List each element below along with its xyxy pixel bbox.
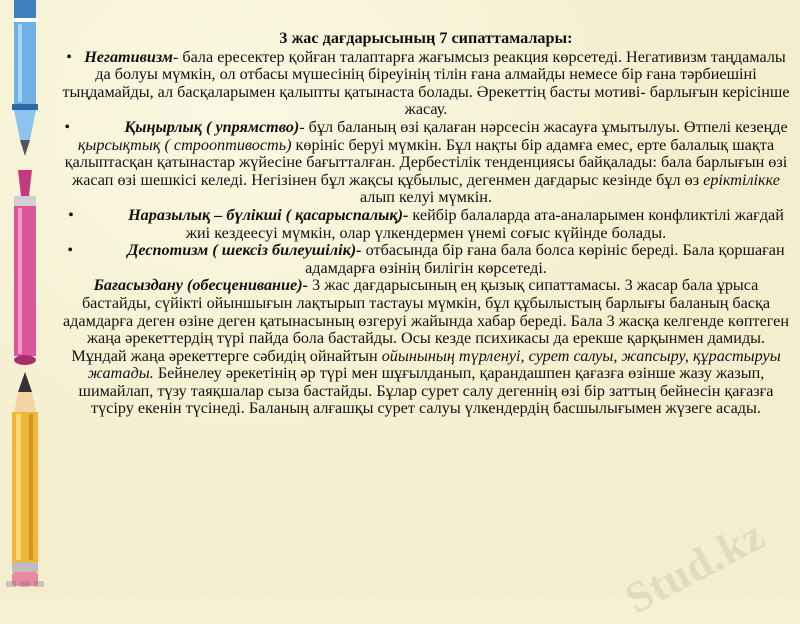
italic-willfulness: еріктілікке bbox=[703, 170, 780, 189]
italic-obstinacy: қырсықтық ( строоптивость) bbox=[77, 135, 292, 154]
text-negativism: - бала ересектер қойған талаптарға жағымсыз реакция көрсетеді. Негативизм таңдамалы да болуы мүмкін, ол отбасы мүшесінің біреуінің тілін ғана алмайды немесе бір ғана тәрбиешіні тыңдамайды, ал басқаларымен қалыпты қатынаста болады. Әрекеттің басты мотиві- барлығын керісінше жасау. bbox=[62, 47, 790, 119]
text-stubbornness-b: көрініс беруі мүмкін. Бұл нақты бір адамға емес, ерте балалық шақта қалыптасқан қатынастар жүйесіне бағытталған. Дербестілік тенденциясы байқалады: бала барлығын өзі жасап өзі шешкісі келеді. Негізінен бұл жақсы құбылыс, дегенмен дағдарыс кезінде бұл өз bbox=[64, 135, 788, 189]
watermark: Stud.kz bbox=[617, 509, 773, 624]
term-despotism: Деспотизм ( шексіз билеушілік)- bbox=[127, 241, 362, 260]
page-title: 3 жас дағдарысының 7 сипаттамалары: bbox=[279, 29, 573, 47]
italic-activities: ойынының түрленуі, сурет салуы, жапсыру, құрастыруы жатады. bbox=[87, 346, 781, 383]
text-devaluation-b: Бейнелеу әрекетінің әр түрі мен шұғылданып, қарандашпен қағазға өзінше жазу жазып, шимайлап, түзу таяқшалар сыза бастайды. Бұлар сурет салу дегеннің өзі бір заттың бейнесін қағазға түсіру екенін түсінеді. Баланың алғашқы сурет салуы үлкендердің басшылығымен жүзеге асады. bbox=[78, 364, 774, 418]
paragraph-devaluation bbox=[62, 277, 790, 418]
text-protest: кейбір балаларда ата-аналарымен конфликтілі жағдай жиі кездеесуі мүмкін, олар үлкендермен үнемі соғыс күйінде болады. bbox=[185, 205, 784, 242]
term-protest: Наразылық – бүлікші ( қасарыспалық)- bbox=[128, 205, 409, 224]
slide-content bbox=[62, 30, 790, 418]
bullet: • bbox=[64, 117, 70, 136]
term-devaluation: Бағасыздану (обесценивание)- bbox=[93, 276, 308, 295]
text-stubbornness-a: - бұл баланың өзі қалаған нәрсесін жасауға ұмытылуы. Өтпелі кезеңде bbox=[299, 117, 788, 136]
paragraph-negativism bbox=[62, 49, 790, 119]
stationery-decoration bbox=[0, 0, 60, 598]
text-stubbornness-c: алып келуі мүмкін. bbox=[359, 188, 492, 207]
text-despotism: отбасында бір ғана бала болса көрініс береді. Бала қоршаған адамдарға өзінің билігін көрсетеді. bbox=[305, 241, 785, 277]
bullet: • bbox=[66, 47, 72, 66]
bullet: • bbox=[67, 241, 74, 260]
pencil-icon bbox=[12, 372, 38, 586]
paragraph-despotism bbox=[62, 242, 790, 277]
paintbrush-icon bbox=[14, 170, 36, 365]
slide-nav-icons[interactable] bbox=[6, 574, 48, 592]
pen-icon bbox=[12, 0, 38, 156]
paragraph-protest bbox=[62, 207, 790, 242]
paragraph-stubbornness bbox=[62, 119, 790, 207]
text-devaluation-a: 3 жас дағдарысының ең қызық сипаттамасы. 3 жасар бала ұрыса бастайды, сүйікті ойыншығын лақтырып тастауы мүмкін, бұл құбылыстың барлығы баланың басқа адамдарға деген өзіне деген қатынасының өзгеруі жайында хабар береді. Бала 3 жасқа келгенде көптеген жаңа әрекеттердің түрі пайда бола бастайды. Осы кезде психикасы да ерекше қарқынмен дамиды. Мұндай жаңа әрекеттерге сәбидің ойнайтын bbox=[62, 276, 790, 365]
bullet: • bbox=[68, 205, 74, 224]
term-stubbornness: Қыңырлық ( упрямство) bbox=[124, 117, 300, 136]
term-negativism: Негативизм bbox=[84, 47, 173, 66]
